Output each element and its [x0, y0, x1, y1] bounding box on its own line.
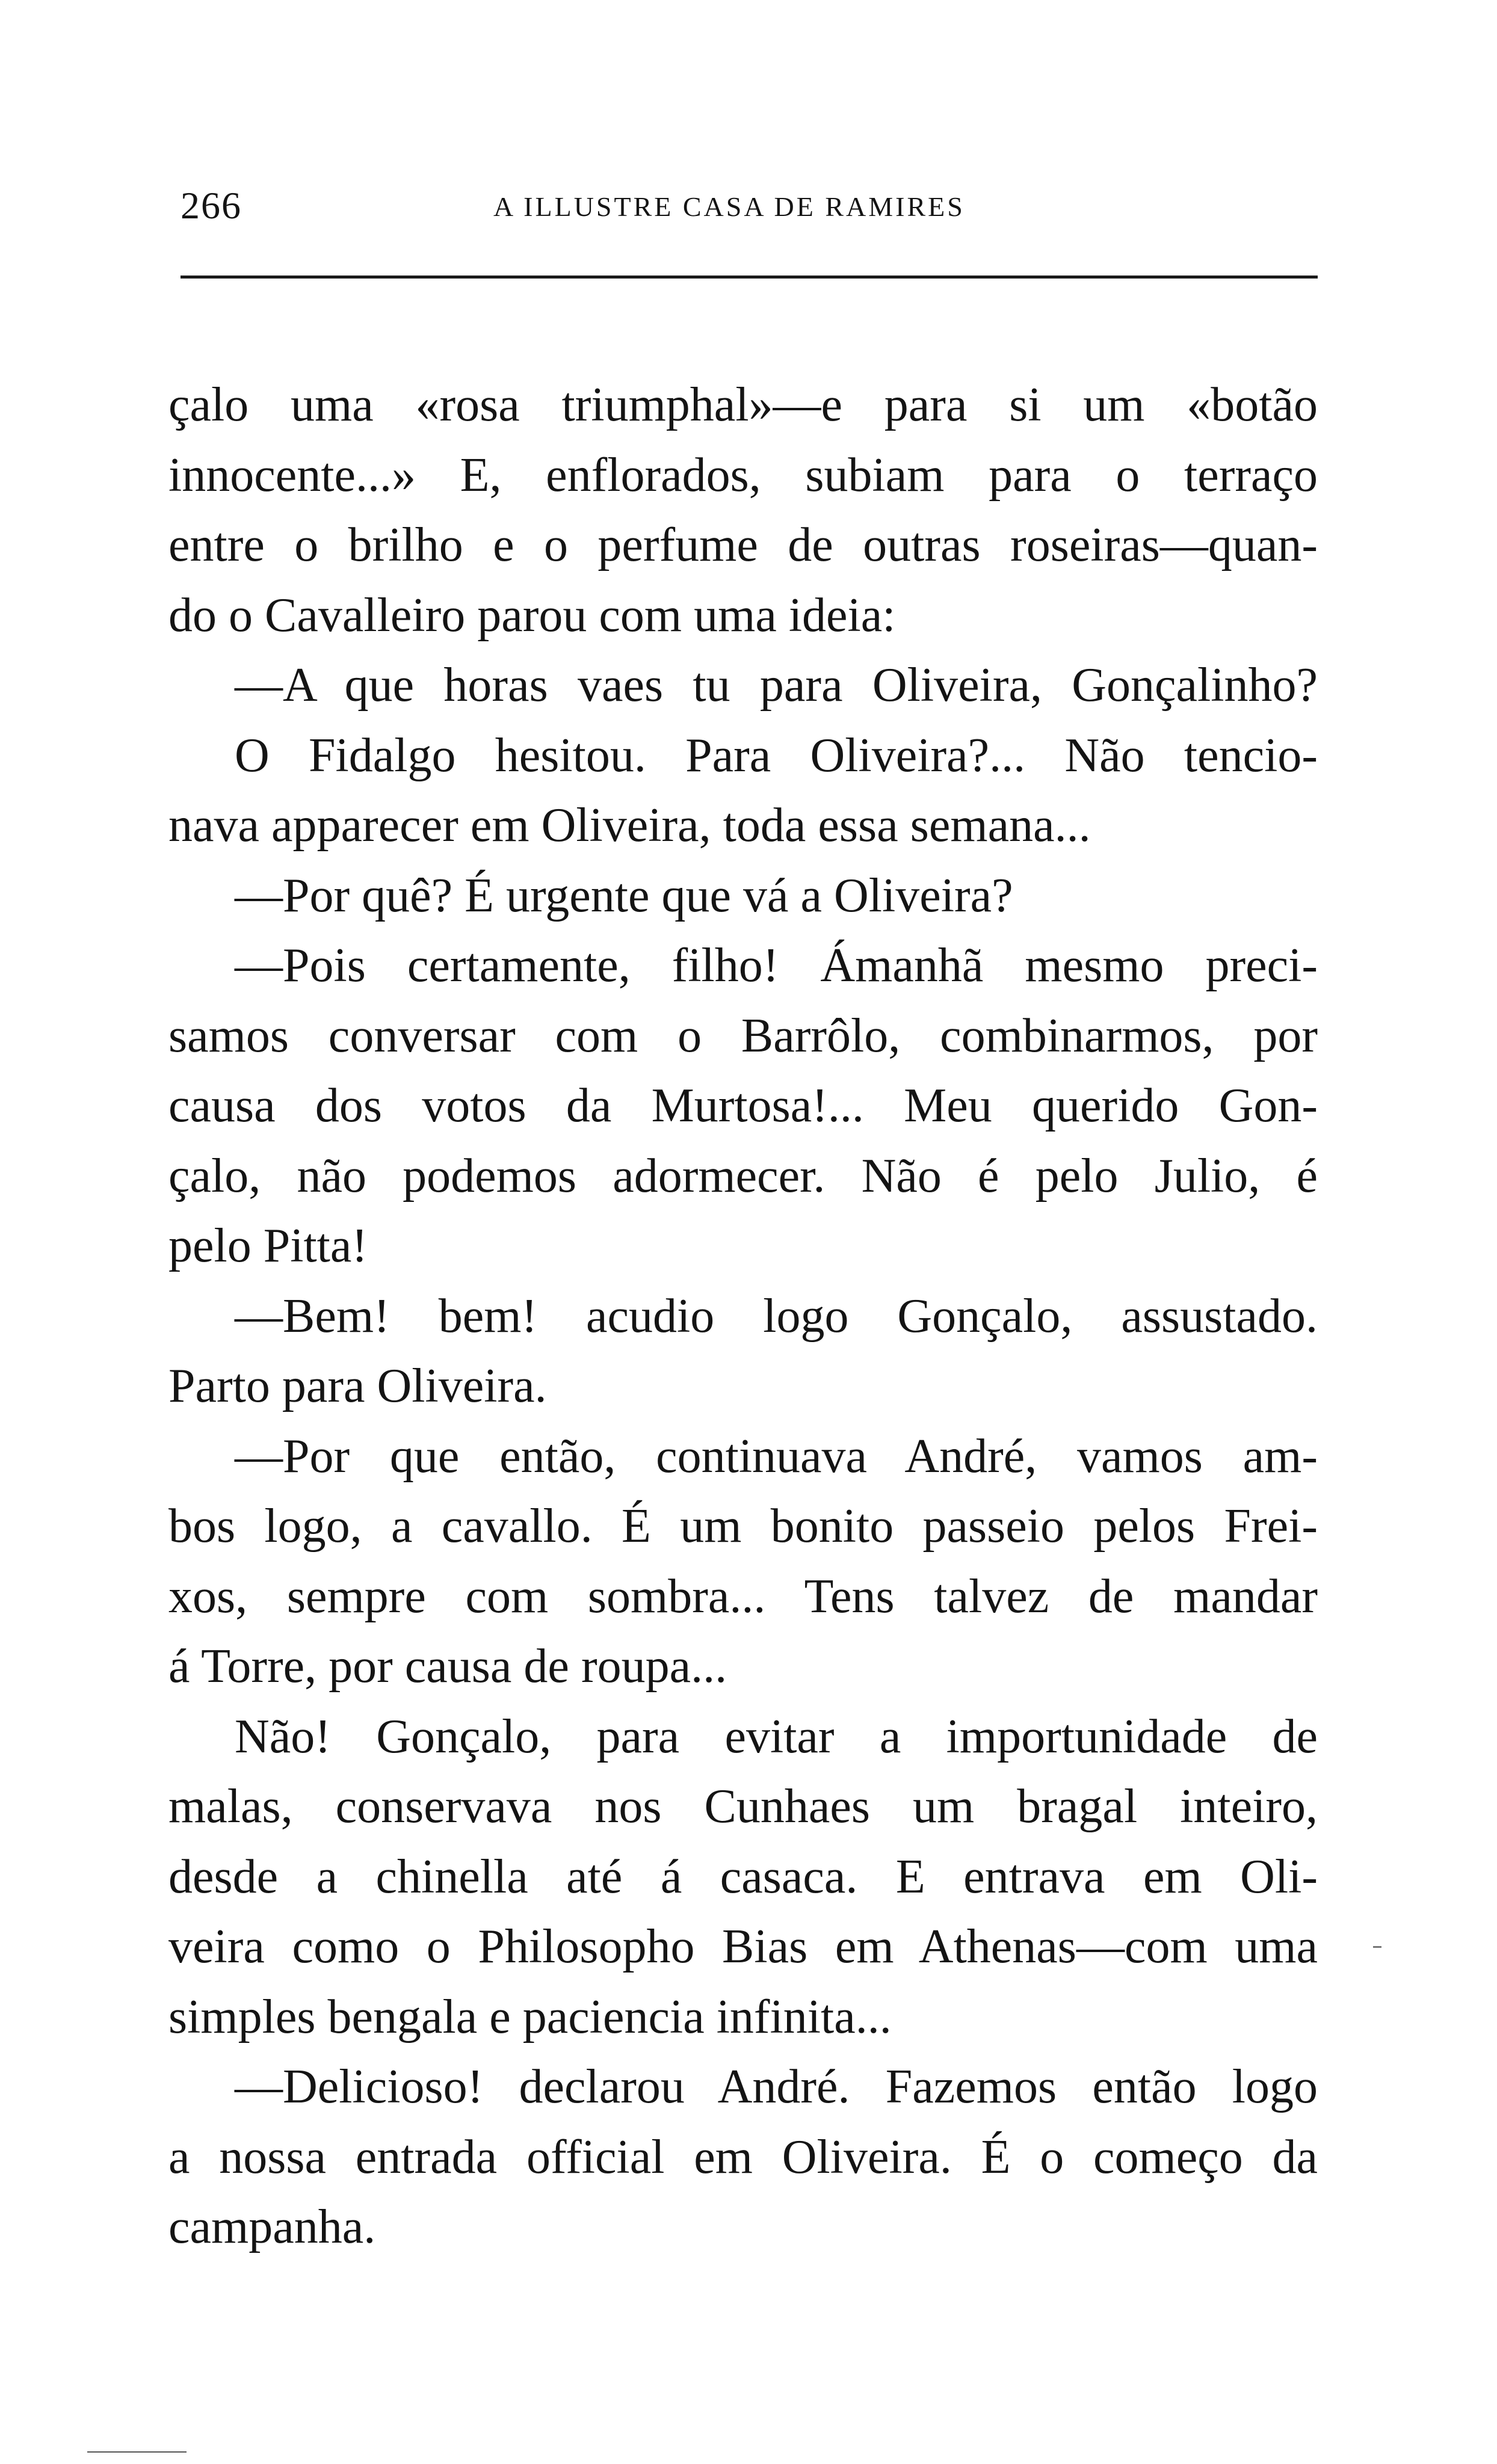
- body-text: [168, 370, 1318, 2262]
- text-line: samos conversar com o Barrôlo, combinarmos, por: [168, 1009, 1318, 1062]
- text-line: Parto para Oliveira.: [168, 1360, 547, 1412]
- text-line: —A que horas vaes tu para Oliveira, Gonçalinho?: [235, 659, 1318, 712]
- text-line: a nossa entrada official em Oliveira. É o começo da: [168, 2130, 1318, 2184]
- text-line: malas, conservava nos Cunhaes um bragal inteiro,: [168, 1780, 1318, 1833]
- text-line: causa dos votos da Murtosa!... Meu querido Gon-: [168, 1079, 1318, 1132]
- text-line: simples bengala e paciencia infinita...: [168, 1990, 892, 2044]
- text-line: çalo uma «rosa triumphal»—e para si um «botão: [168, 378, 1318, 431]
- running-title: A ILLUSTRE CASA DE RAMIRES: [493, 191, 965, 222]
- text-line: bos logo, a cavallo. É um bonito passeio pelos Frei-: [168, 1500, 1318, 1553]
- bottom-rule: [87, 2451, 187, 2453]
- text-line: innocente...» E, enflorados, subiam para o terraço: [168, 448, 1318, 502]
- text-line: —Pois certamente, filho! Ámanhã mesmo preci-: [235, 939, 1318, 992]
- text-line: —Por quê? É urgente que vá a Oliveira?: [235, 869, 1013, 922]
- text-line: Não! Gonçalo, para evitar a importunidade de: [235, 1710, 1318, 1763]
- text-line: desde a chinella até á casaca. E entrava em Oli-: [168, 1850, 1318, 1903]
- page-header: [181, 183, 1318, 238]
- text-line: veira como o Philosopho Bias em Athenas—com uma: [168, 1920, 1318, 1973]
- text-line: O Fidalgo hesitou. Para Oliveira?... Não tencio-: [235, 728, 1318, 782]
- text-line: nava apparecer em Oliveira, toda essa semana...: [168, 799, 1091, 852]
- text-line: campanha.: [168, 2201, 376, 2253]
- text-line: —Delicioso! declarou André. Fazemos então logo: [235, 2060, 1318, 2113]
- text-line: xos, sempre com sombra... Tens talvez de mandar: [168, 1569, 1318, 1623]
- text-line: pelo Pitta!: [168, 1219, 368, 1272]
- text-line: do o Cavalleiro parou com uma ideia:: [168, 588, 896, 642]
- text-line: —Bem! bem! acudio logo Gonçalo, assustado.: [235, 1289, 1318, 1343]
- header-rule: [181, 276, 1318, 279]
- text-line: —Por que então, continuava André, vamos am-: [235, 1429, 1318, 1483]
- text-line: entre o brilho e o perfume de outras roseiras—quan-: [168, 519, 1318, 571]
- text-line: á Torre, por causa de roupa...: [168, 1640, 727, 1693]
- text-line: çalo, não podemos adormecer. Não é pelo Julio, é: [168, 1149, 1318, 1203]
- page-number: 266: [181, 184, 242, 227]
- margin-mark: [1373, 1946, 1381, 1948]
